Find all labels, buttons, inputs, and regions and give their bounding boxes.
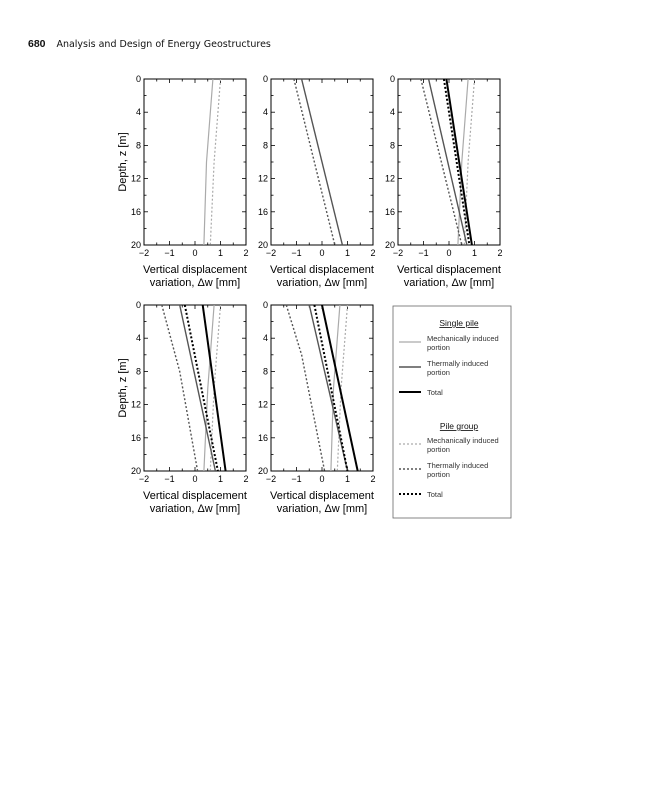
x-tick-label: −2 <box>138 474 150 484</box>
x-tick-label: −2 <box>265 248 277 258</box>
x-tick-label: −2 <box>138 248 150 258</box>
y-tick-label: 16 <box>130 432 141 443</box>
x-axis-label-line2: variation, Δw [mm] <box>276 277 368 289</box>
panel-a <box>117 74 249 289</box>
series-line-total-single <box>322 305 358 471</box>
y-tick-label: 8 <box>135 140 141 151</box>
y-tick-label: 12 <box>130 399 141 410</box>
legend-label: Mechanically induced <box>427 436 499 445</box>
series-line-therm-group <box>162 305 198 471</box>
series-line-therm-single <box>309 305 347 471</box>
y-tick-label: 12 <box>257 399 268 410</box>
y-tick-label: 12 <box>130 173 141 184</box>
x-tick-label: −1 <box>291 474 302 484</box>
x-tick-label: −2 <box>265 474 277 484</box>
x-axis-label-line2: variation, Δw [mm] <box>276 503 368 515</box>
x-axis-label-line2: variation, Δw [mm] <box>149 277 241 289</box>
plot-frame <box>271 305 373 471</box>
y-tick-label: 0 <box>389 74 395 84</box>
x-axis-label: Vertical displacement <box>270 264 374 276</box>
y-tick-label: 0 <box>262 74 268 84</box>
x-tick-label: 1 <box>217 474 224 484</box>
y-tick-label: 0 <box>262 300 268 310</box>
panel-c <box>385 74 503 289</box>
plot-frame <box>144 79 246 245</box>
y-tick-label: 4 <box>135 333 141 344</box>
x-tick-label: −1 <box>418 248 429 258</box>
y-tick-label: 20 <box>130 240 141 250</box>
series-line-total-group <box>185 305 218 471</box>
x-tick-label: 2 <box>497 248 503 258</box>
y-tick-label: 20 <box>384 240 395 250</box>
x-tick-label: 0 <box>192 474 198 484</box>
y-tick-label: 4 <box>262 333 268 344</box>
series-line-total-single <box>203 305 226 471</box>
y-tick-label: 20 <box>257 466 268 476</box>
y-tick-label: 16 <box>257 206 268 217</box>
legend-label-line2: portion <box>427 445 450 454</box>
legend-label-line2: portion <box>427 343 450 352</box>
legend-label: Mechanically induced <box>427 334 499 343</box>
series-line-mech-group <box>210 79 220 245</box>
y-tick-label: 8 <box>135 366 141 377</box>
y-tick-label: 16 <box>384 206 395 217</box>
x-tick-label: 1 <box>471 248 478 258</box>
running-title: Analysis and Design of Energy Geostructures <box>56 39 271 50</box>
x-axis-label: Vertical displacement <box>397 264 501 276</box>
legend-label-line2: portion <box>427 368 450 377</box>
series-line-therm-group <box>294 79 335 245</box>
legend-heading-pile-group: Pile group <box>439 421 479 431</box>
x-tick-label: −1 <box>164 474 175 484</box>
y-tick-label: 8 <box>389 140 395 151</box>
x-tick-label: −1 <box>291 248 302 258</box>
plot-frame <box>398 79 500 245</box>
y-tick-label: 0 <box>135 300 141 310</box>
x-tick-label: −1 <box>164 248 175 258</box>
y-tick-label: 0 <box>135 74 141 84</box>
legend-label: Total <box>427 490 443 499</box>
panel-e <box>258 300 376 515</box>
x-axis-label: Vertical displacement <box>143 264 247 276</box>
x-tick-label: 0 <box>319 474 325 484</box>
x-tick-label: 1 <box>344 474 351 484</box>
series-line-therm-single <box>180 305 216 471</box>
y-axis-label: Depth, z [m] <box>117 132 129 192</box>
y-tick-label: 4 <box>262 107 268 118</box>
x-axis-label-line2: variation, Δw [mm] <box>149 503 241 515</box>
panel-b <box>258 74 376 289</box>
page-number: 680 <box>28 38 46 50</box>
x-tick-label: 0 <box>446 248 452 258</box>
legend-label: Total <box>427 388 443 397</box>
legend-label: Thermally induced <box>427 461 489 470</box>
x-tick-label: 1 <box>217 248 224 258</box>
x-axis-label: Vertical displacement <box>143 490 247 502</box>
y-tick-label: 4 <box>389 107 395 118</box>
x-tick-label: 1 <box>344 248 351 258</box>
y-tick-label: 12 <box>384 173 395 184</box>
x-tick-label: 0 <box>192 248 198 258</box>
x-tick-label: 2 <box>243 248 249 258</box>
y-tick-label: 8 <box>262 140 268 151</box>
legend-heading-single-pile: Single pile <box>439 318 479 328</box>
legend <box>393 306 511 518</box>
y-tick-label: 12 <box>257 173 268 184</box>
y-tick-label: 8 <box>262 366 268 377</box>
panel-d <box>117 300 249 515</box>
legend-label: Thermally induced <box>427 359 489 368</box>
legend-label-line2: portion <box>427 470 450 479</box>
x-tick-label: 2 <box>243 474 249 484</box>
x-tick-label: −2 <box>392 248 404 258</box>
x-axis-label-line2: variation, Δw [mm] <box>403 277 495 289</box>
x-tick-label: 0 <box>319 248 325 258</box>
x-tick-label: 2 <box>370 474 376 484</box>
y-tick-label: 16 <box>130 206 141 217</box>
series-line-therm-group <box>421 79 462 245</box>
y-tick-label: 20 <box>130 466 141 476</box>
x-tick-label: 2 <box>370 248 376 258</box>
x-axis-label: Vertical displacement <box>270 490 374 502</box>
y-tick-label: 20 <box>257 240 268 250</box>
plot-frame <box>144 305 246 471</box>
y-axis-label: Depth, z [m] <box>117 358 129 418</box>
series-line-therm-single <box>302 79 343 245</box>
y-tick-label: 4 <box>135 107 141 118</box>
y-tick-label: 16 <box>257 432 268 443</box>
